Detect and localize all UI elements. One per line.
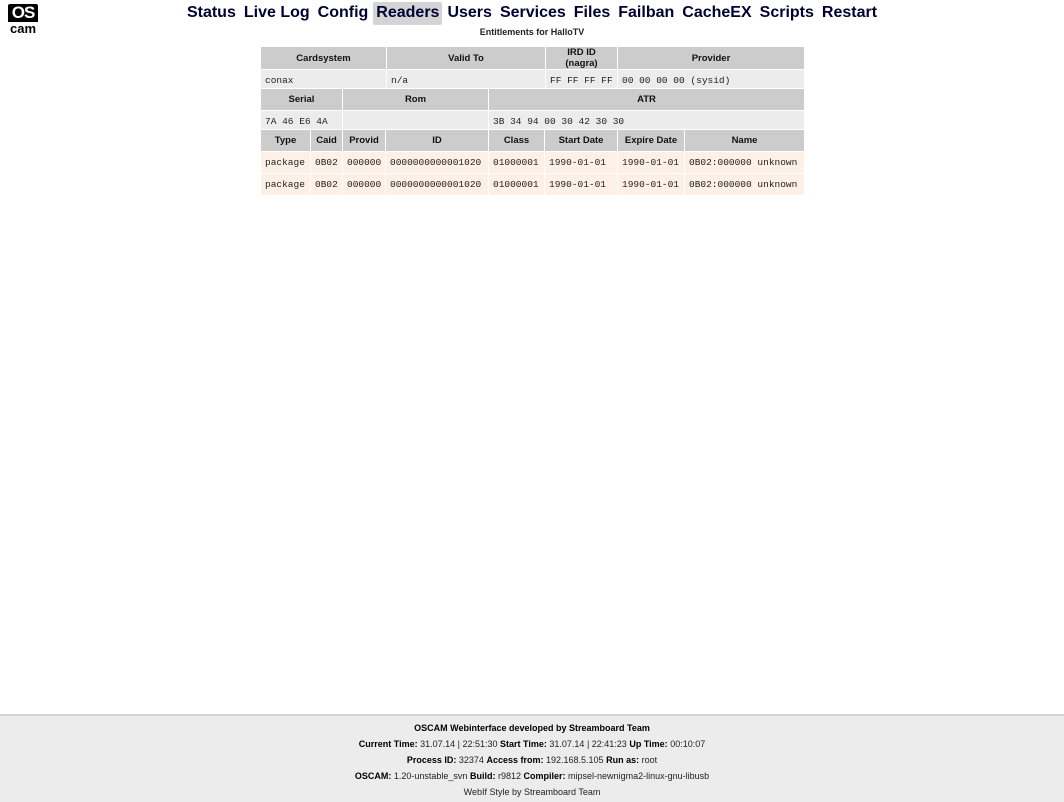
- page-subtitle: Entitlements for HalloTV: [479, 27, 585, 37]
- start-time-label: Start Time:: [500, 739, 547, 749]
- logo-os-text: OS: [8, 4, 38, 22]
- build-label: Build:: [469, 771, 496, 781]
- ent-cell-name: 0B02:000000 unknown: [685, 174, 805, 196]
- header-ird-id: IRD ID (nagra): [546, 47, 618, 70]
- start-time-value: 31.07.14 | 22:41:23: [549, 739, 627, 749]
- entitlements-header-row: [261, 130, 805, 152]
- process-id-value: 32374: [458, 755, 484, 765]
- valid-to-value: n/a: [387, 70, 546, 92]
- footer-style-credit: WebIf Style by Streamboard Team: [463, 787, 601, 797]
- ent-header-expire-date: Expire Date: [618, 130, 685, 152]
- ent-cell-type: package: [261, 174, 311, 196]
- main-nav: [0, 2, 1064, 25]
- provider-value: 00 00 00 00 (sysid): [618, 70, 805, 92]
- card-info-header-row: [261, 47, 805, 70]
- compiler-value: mipsel-newnigma2-linux-gnu-libusb: [568, 771, 710, 781]
- cardsystem-value: conax: [261, 70, 387, 92]
- compiler-label: Compiler:: [523, 771, 566, 781]
- nav-failban[interactable]: Failban: [618, 4, 675, 21]
- card-info-table: [260, 46, 805, 92]
- table-row: [261, 152, 805, 174]
- ent-cell-name: 0B02:000000 unknown: [685, 152, 805, 174]
- ent-header-name: Name: [685, 130, 805, 152]
- nav-scripts[interactable]: Scripts: [759, 4, 814, 21]
- current-time-value: 31.07.14 | 22:51:30: [420, 739, 498, 749]
- ent-cell-type: package: [261, 152, 311, 174]
- ent-cell-start-date: 1990-01-01: [545, 152, 618, 174]
- ent-cell-expire-date: 1990-01-01: [618, 174, 685, 196]
- ent-cell-caid: 0B02: [311, 152, 343, 174]
- header-cardsystem: Cardsystem: [261, 47, 387, 70]
- serial-info-header-row: [261, 89, 805, 111]
- ent-cell-provid: 000000: [343, 174, 386, 196]
- entitlements-table: [260, 129, 805, 196]
- oscam-version-value: 1.20-unstable_svn: [393, 771, 468, 781]
- atr-value: 3B 34 94 00 30 42 30 30: [489, 111, 805, 133]
- nav-config[interactable]: Config: [317, 4, 369, 21]
- ent-header-start-date: Start Date: [545, 130, 618, 152]
- header-provider: Provider: [618, 47, 805, 70]
- current-time-label: Current Time:: [358, 739, 418, 749]
- ent-cell-id: 0000000000001020: [386, 152, 489, 174]
- ent-cell-class: 01000001: [489, 152, 545, 174]
- ent-header-id: ID: [386, 130, 489, 152]
- nav-cacheex[interactable]: CacheEX: [682, 4, 752, 21]
- logo-cam-text: cam: [9, 21, 37, 36]
- ent-cell-id: 0000000000001020: [386, 174, 489, 196]
- nav-restart[interactable]: Restart: [821, 4, 878, 21]
- header-rom: Rom: [343, 89, 489, 111]
- table-row: [261, 174, 805, 196]
- ent-cell-provid: 000000: [343, 152, 386, 174]
- nav-files[interactable]: Files: [573, 4, 611, 21]
- entitlements-body: [261, 152, 805, 196]
- ent-cell-caid: 0B02: [311, 174, 343, 196]
- ent-cell-start-date: 1990-01-01: [545, 174, 618, 196]
- ent-header-class: Class: [489, 130, 545, 152]
- process-id-label: Process ID:: [406, 755, 457, 765]
- ent-header-caid: Caid: [311, 130, 343, 152]
- serial-info-table: [260, 88, 805, 133]
- oscam-label: OSCAM:: [354, 771, 392, 781]
- page-footer: [0, 714, 1064, 802]
- run-as-label: Run as:: [606, 755, 640, 765]
- ent-header-provid: Provid: [343, 130, 386, 152]
- nav-services[interactable]: Services: [499, 4, 566, 21]
- header-valid-to: Valid To: [387, 47, 546, 70]
- access-from-label: Access from:: [486, 755, 544, 765]
- header-serial: Serial: [261, 89, 343, 111]
- build-value: r9812: [497, 771, 521, 781]
- footer-credit: OSCAM Webinterface developed by Streamboard Team: [414, 723, 650, 733]
- header-atr: ATR: [489, 89, 805, 111]
- nav-users[interactable]: Users: [447, 4, 492, 21]
- ird-id-value: FF FF FF FF: [546, 70, 618, 92]
- ent-cell-expire-date: 1990-01-01: [618, 152, 685, 174]
- up-time-label: Up Time:: [629, 739, 668, 749]
- nav-live-log[interactable]: Live Log: [243, 4, 310, 21]
- ent-header-type: Type: [261, 130, 311, 152]
- nav-list: [183, 2, 881, 25]
- nav-readers[interactable]: Readers: [373, 2, 442, 25]
- access-from-value: 192.168.5.105: [546, 755, 604, 765]
- ent-cell-class: 01000001: [489, 174, 545, 196]
- up-time-value: 00:10:07: [670, 739, 706, 749]
- serial-value: 7A 46 E6 4A: [261, 111, 343, 133]
- nav-status[interactable]: Status: [186, 4, 236, 21]
- run-as-value: root: [641, 755, 658, 765]
